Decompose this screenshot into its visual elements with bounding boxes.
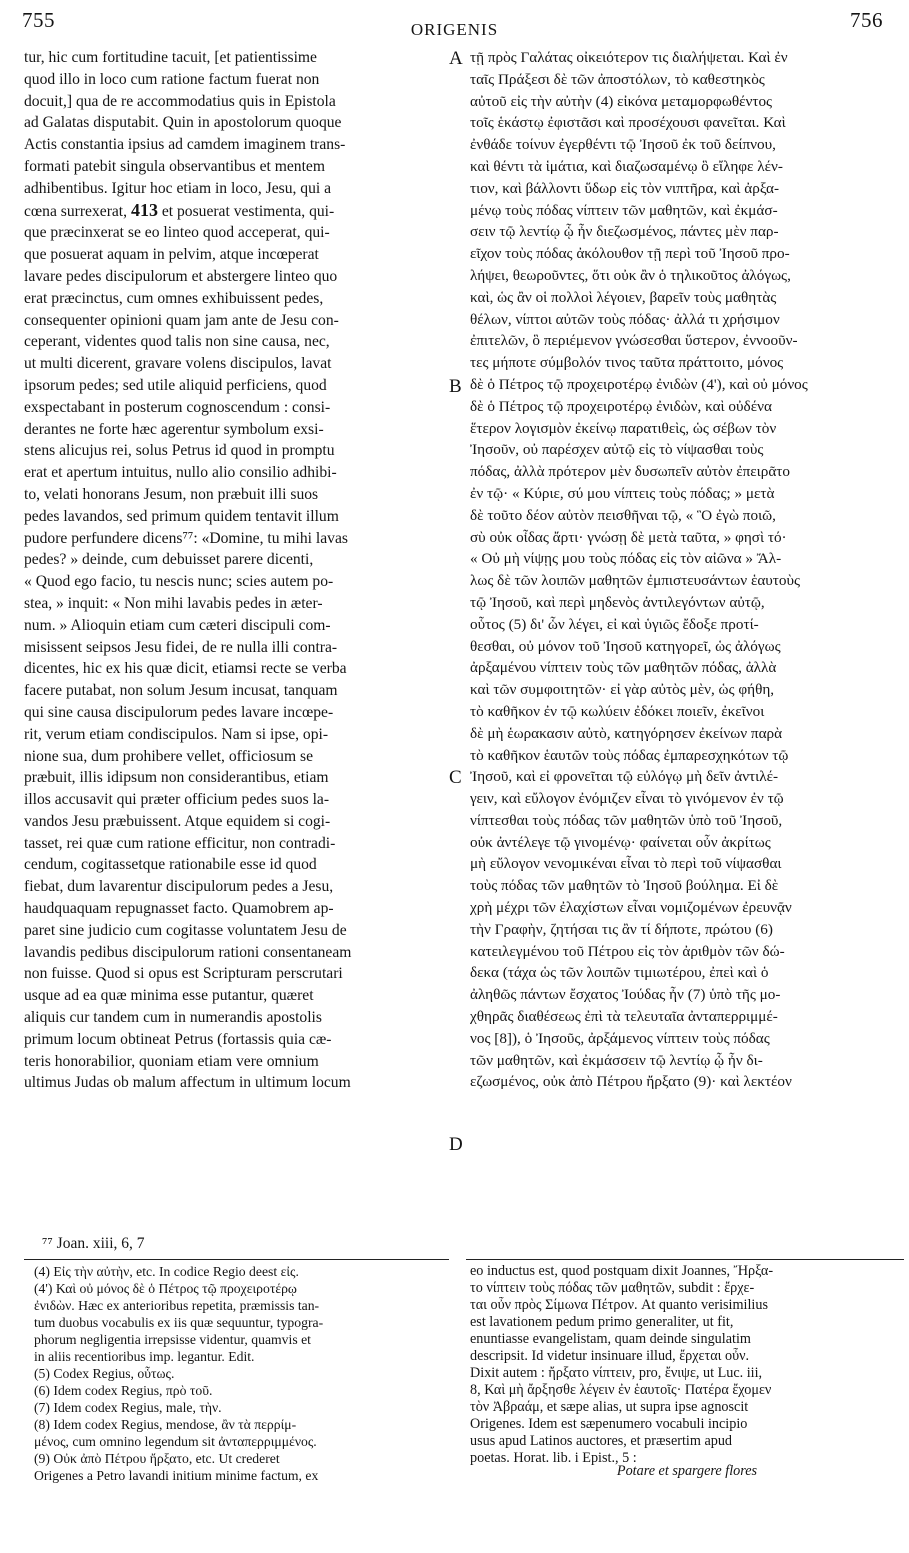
greek-text-line: ἕτερον λογισμὸν ἐκείνῳ παρατιθεὶς, ὡς σέβων τὸν bbox=[470, 419, 777, 437]
latin-text-line: adhibentibus. Igitur hoc etiam in loco, Jesu, qui a bbox=[24, 179, 332, 197]
latin-text-line: Actis constantia ipsius ad camdem imaginem trans- bbox=[24, 136, 346, 154]
greek-text-line: μὴ εὔλογον νενομικέναι εἶναι τὸ περὶ τοῦ νίψασθαι bbox=[470, 855, 782, 873]
latin-text-line: rit, verum etiam condiscipulos. Nam si ipse, opi- bbox=[24, 725, 329, 743]
greek-text-line: καὶ, ὡς ἂν οἱ πολλοὶ λέγοιεν, βαρεῖν τοὺς μαθητὰς bbox=[470, 288, 777, 306]
margin-marker-c: C bbox=[449, 767, 462, 788]
latin-text-line: non fuisse. Quod si opus est Scripturam perscrutari bbox=[24, 965, 343, 983]
latin-text-line: ultimus Judas ob malum affectum in ultimum locum bbox=[24, 1074, 351, 1092]
latin-text-line: erat et apertum intuitus, nullo alio consilio adhibi- bbox=[24, 464, 337, 482]
latin-text-line: tasset, rei quæ cum ratione efficitur, non contradi- bbox=[24, 834, 336, 852]
greek-text-line: ἀληθῶς πάντων ἔσχατος Ἰούδας ἦν (7) ὑπὸ τῆς μο- bbox=[470, 986, 781, 1004]
greek-text-line: τῇ πρὸς Γαλάτας οἰκειότερον τις διαλήψεται. Καὶ ἐν bbox=[470, 49, 788, 66]
note-continuation-line: Origenes. Idem est sæpenumero vocabuli incipio bbox=[470, 1416, 748, 1432]
latin-text-line: dicentes, hic ex his quæ dicit, etiamsi recte se verba bbox=[24, 660, 347, 678]
note-continuation-line: το νίπτειν τοὺς πόδας τῶν μαθητῶν, subdit : ἔρχε- bbox=[470, 1280, 755, 1296]
latin-text-line: formati patebit singula observantibus et mentem bbox=[24, 157, 325, 175]
greek-text-line: αὐτοῦ εἰς τὴν αὐτὴν (4) εἰκόνα μεταμορφωθέντος bbox=[470, 92, 773, 110]
note-line: (4) Εἰς τὴν αὐτὴν, etc. In codice Regio deest εἰς. bbox=[34, 1264, 299, 1279]
latin-text-line: qui sine causa discipulorum pedes lavare incœpe- bbox=[24, 703, 334, 721]
greek-text-line: δὲ ὁ Πέτρος τῷ προχειροτέρῳ ἐνιδὼν, καὶ οὐδένα bbox=[470, 397, 772, 415]
greek-text-line: εῖχον τοὺς πόδας ἀκόλουθον τῇ περὶ τοῦ Ἰησοῦ προ- bbox=[470, 245, 790, 263]
greek-text-line: τὸ καθῆκον ἐν τῷ κωλύειν ἐδόκει ποιεῖν, ἐκεῖνοι bbox=[470, 702, 765, 720]
latin-column bbox=[24, 47, 449, 1094]
running-head-title: ORIGENIS bbox=[410, 20, 499, 39]
greek-text-line: οὐκ ἀντέλεγε τῷ γινομένῳ· φαίνεται οὖν ἀκρίτως bbox=[470, 833, 771, 851]
note-line: (8) Idem codex Regius, mendose, ἂν τὰ περρίμ- bbox=[34, 1417, 297, 1432]
latin-text-line: ad Galatas disputabit. Quin in apostolorum quoque bbox=[24, 114, 342, 132]
page-number-left: 755 bbox=[22, 8, 55, 32]
latin-text-line: nione sua, dum prohibere vellet, officiosum se bbox=[24, 747, 313, 765]
greek-text-line: λήψει, θεωροῦντες, ὅτι οὐκ ἂν ὁ τηλικοῦτος ἀλόγως, bbox=[470, 266, 791, 284]
greek-text-line: νίπτεσθαι τοὺς πόδας τῶν μαθητῶν ὑπὸ τοῦ Ἰησοῦ, bbox=[470, 811, 783, 829]
greek-text-line: σειν τῷ λεντίῳ ᾧ ἦν διεζωσμένος, πάντες μὲν παρ- bbox=[470, 223, 779, 241]
horace-quote: Potare et spargere flores bbox=[616, 1463, 758, 1479]
latin-text-line: præbuit, illis idipsum non considerantibus, etiam bbox=[24, 769, 329, 787]
editor-notes-column bbox=[24, 1263, 449, 1484]
latin-text-line: « Quod ego facio, tu nescis nunc; scies autem po- bbox=[24, 573, 334, 591]
latin-text-line: consequenter opinioni quam jam ante de Jesu con- bbox=[24, 311, 339, 329]
greek-text-line: τὸ καθῆκον ἑαυτῶν τοὺς πόδας ἐμπαρεσχηκότων τῷ bbox=[470, 746, 789, 764]
greek-text-line: σὺ οὐκ οἶδας ἄρτι· γνώσῃ δὲ μετὰ ταῦτα, » φησὶ τό· bbox=[470, 528, 787, 546]
notes-divider-right bbox=[466, 1259, 904, 1260]
column-number: 413 bbox=[130, 199, 158, 220]
latin-text-line: usque ad ea quæ minima esse putantur, quæret bbox=[24, 987, 314, 1005]
latin-text-line: stens alicujus rei, solus Petrus id quod in promptu bbox=[24, 442, 335, 460]
greek-text-line: κατειλεγμένου τοῦ Πέτρου εἰς τὸν ἀριθμὸν τῶν δώ- bbox=[470, 942, 785, 960]
note-continuation-line: Dixit autem : ἤρξατο νίπτειν, pro, ἔνιψε, ut Luc. iii, bbox=[470, 1365, 763, 1381]
greek-text-line: λως δὲ τῶν λοιπῶν μαθητῶν ἐμπιστευσάντων ἑαυτοὺς bbox=[470, 572, 801, 590]
greek-text-line: εζωσμένος, οὐκ ἀπὸ Πέτρου ἤρξατο (9)· καὶ λεκτέον bbox=[470, 1073, 792, 1091]
greek-text-line: ταῖς Πράξεσι δὲ τῶν ἀποστόλων, τὸ καθεστηκὸς bbox=[470, 70, 765, 88]
greek-text-line: ἐπιτελῶν, ὃ περιέμενον γνώσεσθαι ὕστερον, ἐννοοῦν- bbox=[470, 332, 798, 350]
note-continuation-line: τὸν Ἀβραάμ, et sæpe alias, ut supra ipse agnoscit bbox=[470, 1399, 749, 1415]
greek-column bbox=[470, 47, 904, 1093]
latin-text-line: derantes ne forte hæc agerentur symbolum exsi- bbox=[24, 420, 324, 438]
latin-text-line: ut multi dicerent, gravare volens discipulos, lavat bbox=[24, 355, 332, 373]
margin-marker-d: D bbox=[449, 1134, 463, 1155]
latin-text-line: vandos Jesu præbuissent. Atque equidem si cogi- bbox=[24, 812, 331, 830]
greek-text-line: θεσθαι, οὐ μόνον τοῦ Ἰησοῦ κατηγορεῖ, ὡς ἀλόγως bbox=[470, 637, 781, 655]
greek-text-line: δὲ ὁ Πέτρος τῷ προχειροτέρῳ ἐνιδὼν (4'), καὶ οὐ μόνος bbox=[470, 375, 808, 393]
note-line: ἐνιδὼν. Hæc ex anterioribus repetita, præmissis tan- bbox=[34, 1298, 320, 1313]
note-line: (6) Idem codex Regius, πρὸ τοῦ. bbox=[34, 1383, 213, 1398]
latin-text-line: facere putabat, non solum Jesum incusat, tanquam bbox=[24, 682, 338, 700]
latin-text-line: exspectabant in posterum cognoscendum : consi- bbox=[24, 398, 331, 416]
greek-text-line: τὴν Γραφὴν, ζητήσαι τις ἂν τί δήποτε, πρώτου (6) bbox=[470, 920, 773, 938]
latin-text-line: docuit,] qua de re accommodatius quis in Epistola bbox=[24, 92, 336, 110]
note-line: (4') Καὶ οὐ μόνος δὲ ὁ Πέτρος τῷ προχειροτέρῳ bbox=[34, 1281, 297, 1296]
latin-text-line: ipsorum pedes; sed utile aliquid perficiens, quod bbox=[24, 376, 327, 394]
greek-text-line: χρὴ μέχρι τῶν ἐλαχίστων εἶναι νομιζομένων ἐρευνᾷν bbox=[470, 899, 792, 917]
latin-text-line: erat præcinctus, cum omnes exhibuissent pedes, bbox=[24, 289, 324, 307]
latin-text-line: que posuerat aquam in pelvim, atque incœperat bbox=[24, 246, 319, 264]
greek-text-line: τοὺς πόδας τῶν μαθητῶν τὸ Ἰησοῦ βούλημα. Εἰ δὲ bbox=[470, 877, 779, 895]
note-continuation-line: enuntiasse evangelistam, quam deinde singulatim bbox=[470, 1331, 751, 1347]
greek-text-line: τες μήποτε σύμβολόν τινος ταῦτα πράττοιτο, μόνος bbox=[470, 354, 784, 372]
greek-text-line: « Οὐ μὴ νίψῃς μου τοὺς πόδας εἰς τὸν αἰῶνα » Ἄλ- bbox=[470, 550, 782, 568]
footnote-77: ⁷⁷ Joan. xiii, 6, 7 bbox=[42, 1235, 145, 1252]
latin-text-line: paret sine judicio cum cogitasse voluntatem Jesu de bbox=[24, 921, 347, 939]
latin-text-line: num. » Alioquin etiam cum cæteri discipuli com- bbox=[24, 616, 331, 634]
latin-text-line: misissent seipsos Jesu fidei, de re nulla illi contra- bbox=[24, 638, 338, 656]
greek-text-line: τοῖς ἑκάστῳ ἐφιστᾶσι καὶ προσέχουσι φανεῖται. Καὶ bbox=[470, 114, 786, 132]
note-continuation-line: poetas. Horat. lib. i Epist., 5 : bbox=[470, 1450, 637, 1466]
greek-text-line: τῷ Ἰησοῦ, καὶ περὶ μηδενὸς ἀντιλεγόντων αὐτῷ, bbox=[470, 593, 765, 611]
greek-text-line: πόδας, ἀλλὰ πρότερον μὲν δυσωπεῖν αὐτὸν ἐπειρᾶτο bbox=[470, 463, 790, 481]
latin-text-line: quod illo in loco cum ratione factum fuerat non bbox=[24, 70, 320, 88]
greek-text-line: Ἰησοῦ, καὶ εἰ φρονεῖται τῷ εὐλόγῳ μὴ δεῖν ἀντιλέ- bbox=[470, 768, 779, 786]
note-continuation-line: 8, Καὶ μὴ ἄρξησθε λέγειν ἐν ἑαυτοῖς· Πατέρα ἔχομεν bbox=[470, 1382, 772, 1398]
notes-divider-left bbox=[24, 1259, 449, 1260]
greek-text-line: δὲ τοῦτο δέον αὐτὸν πεισθῆναι τῷ, « Ὃ ἐγὼ ποιῶ, bbox=[470, 506, 776, 524]
latin-text-line: tur, hic cum fortitudine tacuit, [et patientissime bbox=[24, 49, 317, 66]
margin-marker-b: B bbox=[449, 376, 462, 397]
latin-text-line: to, velati honorans Jesum, non præbuit illi suos bbox=[24, 485, 319, 503]
latin-text-line: ceperant, videntes quod talis non sine causa, nec, bbox=[24, 333, 330, 351]
greek-text-line: ἀρξαμένου νίπτειν τοὺς τῶν μαθητῶν πόδας, ἀλλὰ bbox=[470, 659, 777, 677]
greek-text-line: οὗτος (5) δι' ὧν λέγει, εἰ καὶ ὑγιῶς ἔδοξε προτί- bbox=[470, 615, 759, 633]
greek-text-line: νος [8]), ὁ Ἰησοῦς, ἀρξάμενος νίπτειν τοὺς πόδας bbox=[470, 1029, 770, 1047]
latin-text-line: stea, » inquit: « Non mihi lavabis pedes in æter- bbox=[24, 594, 323, 612]
note-continuation-line: usus apud Latinos auctores, et præsertim apud bbox=[470, 1433, 733, 1449]
latin-text-line: teris honorabilior, quoniam etiam vere omnium bbox=[24, 1052, 319, 1070]
note-continuation-line: est lavationem pedum primo generaliter, ut fit, bbox=[470, 1314, 734, 1330]
greek-text-line: μένῳ τοὺς πόδας νίπτειν τῶν μαθητῶν, καὶ ἐκμάσ- bbox=[470, 201, 778, 219]
editor-notes-continuation bbox=[470, 1263, 904, 1467]
note-line: (7) Idem codex Regius, male, τὴν. bbox=[34, 1400, 222, 1415]
note-line: phorum negligentia irrepsisse videntur, quamvis et bbox=[34, 1332, 311, 1347]
greek-text-line: τιον, καὶ βάλλοντι ὕδωρ εἰς τὸν νιπτῆρα, καὶ ἀρξα- bbox=[470, 179, 780, 197]
latin-text-line: cendum, cogitassetque rationabile esse id quod bbox=[24, 856, 317, 874]
greek-text-line: καὶ θέντι τὰ ἱμάτια, καὶ διαζωσαμένῳ ὃ εἴληφε λέν- bbox=[470, 157, 783, 175]
note-line: μένος, cum omnino legendum sit ἀνταπερριμμένος. bbox=[34, 1434, 317, 1449]
latin-text-line: pedes? » deinde, cum debuisset parere dicenti, bbox=[24, 551, 314, 569]
latin-text-line: que præcinxerat se eo linteo quod acceperat, qui- bbox=[24, 224, 330, 242]
greek-text-line: γειν, καὶ εὔλογον ἐνόμιζεν εἶναι τὸ γινόμενον ἐν τῷ bbox=[470, 790, 784, 808]
note-line: in aliis recentioribus imp. legantur. Edit. bbox=[34, 1349, 255, 1364]
greek-text-line: δὲ μὴ ἑωρακασιν αὐτὸ, κατηγόρησεν ἐκείνων παρὰ bbox=[470, 724, 783, 742]
note-continuation-line: descripsit. Id videtur insinuare illud, ἔρχεται οὖν. bbox=[470, 1348, 750, 1364]
greek-text-line: καὶ τῶν συμφοιτητῶν· εἰ γὰρ αὐτὸς μὲν, ὡς φήθη, bbox=[470, 681, 775, 699]
latin-text-line: illos accusavit qui præter officium pedes suos la- bbox=[24, 791, 330, 809]
note-line: (9) Οὐκ ἀπὸ Πέτρου ἤρξατο, etc. Ut crederet bbox=[34, 1451, 280, 1466]
latin-text-line: cœna surrexerat, 413 et posuerat vestimenta, qui- bbox=[24, 199, 335, 220]
greek-text-line: τῶν μαθητῶν, καὶ ἐκμάσσειν τῷ λεντίῳ ᾧ ἦν δι- bbox=[470, 1051, 763, 1069]
greek-text-line: Ἰησοῦν, οὐ παρέσχεν αὐτῷ εἰς τὸ νίψασθαι τοὺς bbox=[470, 441, 764, 459]
note-line: Origenes a Petro lavandi initium minime factum, ex bbox=[34, 1468, 319, 1483]
greek-text-line: θέλων, νίπτοι αὐτῶν τοὺς πόδας· ἀλλά τι χρήσιμον bbox=[470, 310, 780, 328]
latin-text-line: primum locum obtineat Petrus (fortassis quia cæ- bbox=[24, 1030, 332, 1048]
margin-marker-a: A bbox=[449, 48, 463, 69]
latin-text-line: haudquaquam repugnasset facto. Quamobrem ap- bbox=[24, 900, 334, 918]
greek-text-line: χθηρᾶς διαθέσεως ἐπὶ τὰ τελευταῖα ἀνταπερριμμέ- bbox=[470, 1008, 778, 1026]
greek-text-line: ἐνθάδε τοίνυν ἐγερθέντι τῷ Ἰησοῦ ἐκ τοῦ δείπνου, bbox=[470, 136, 776, 154]
latin-text-line: aliquis cur tandem cum in numerandis apostolis bbox=[24, 1009, 322, 1027]
latin-text-line: lavandis pedibus discipulorum rationi consentaneam bbox=[24, 943, 352, 961]
greek-text-line: ἐν τῷ· « Κύριε, σύ μου νίπτεις τοὺς πόδας; » μετὰ bbox=[470, 484, 775, 502]
latin-text-line: lavare pedes discipulorum et abstergere linteo quo bbox=[24, 267, 338, 285]
note-continuation-line: ται οὖν πρὸς Σίμωνα Πέτρον. At quanto verisimilius bbox=[470, 1297, 768, 1313]
latin-text-line: pudore perfundere dicens⁷⁷: «Domine, tu mihi lavas bbox=[24, 529, 348, 547]
latin-text-line: fiebat, dum lavarentur discipulorum pedes a Jesu, bbox=[24, 878, 334, 896]
greek-text-line: δεκα (τάχα ὡς τῶν λοιπῶν τιμιωτέρου, ἐπεὶ καὶ ὁ bbox=[470, 964, 769, 982]
note-continuation-line: eo inductus est, quod postquam dixit Joannes, Ἤρξα- bbox=[470, 1263, 774, 1279]
latin-text-line: pedes lavandos, sed primum quidem tentavit illum bbox=[24, 507, 339, 525]
note-line: (5) Codex Regius, οὗτως. bbox=[34, 1366, 175, 1381]
page-number-right: 756 bbox=[850, 8, 883, 32]
note-line: tum duobus vocabulis ex iis quæ sequuntur, typogra- bbox=[34, 1315, 324, 1330]
